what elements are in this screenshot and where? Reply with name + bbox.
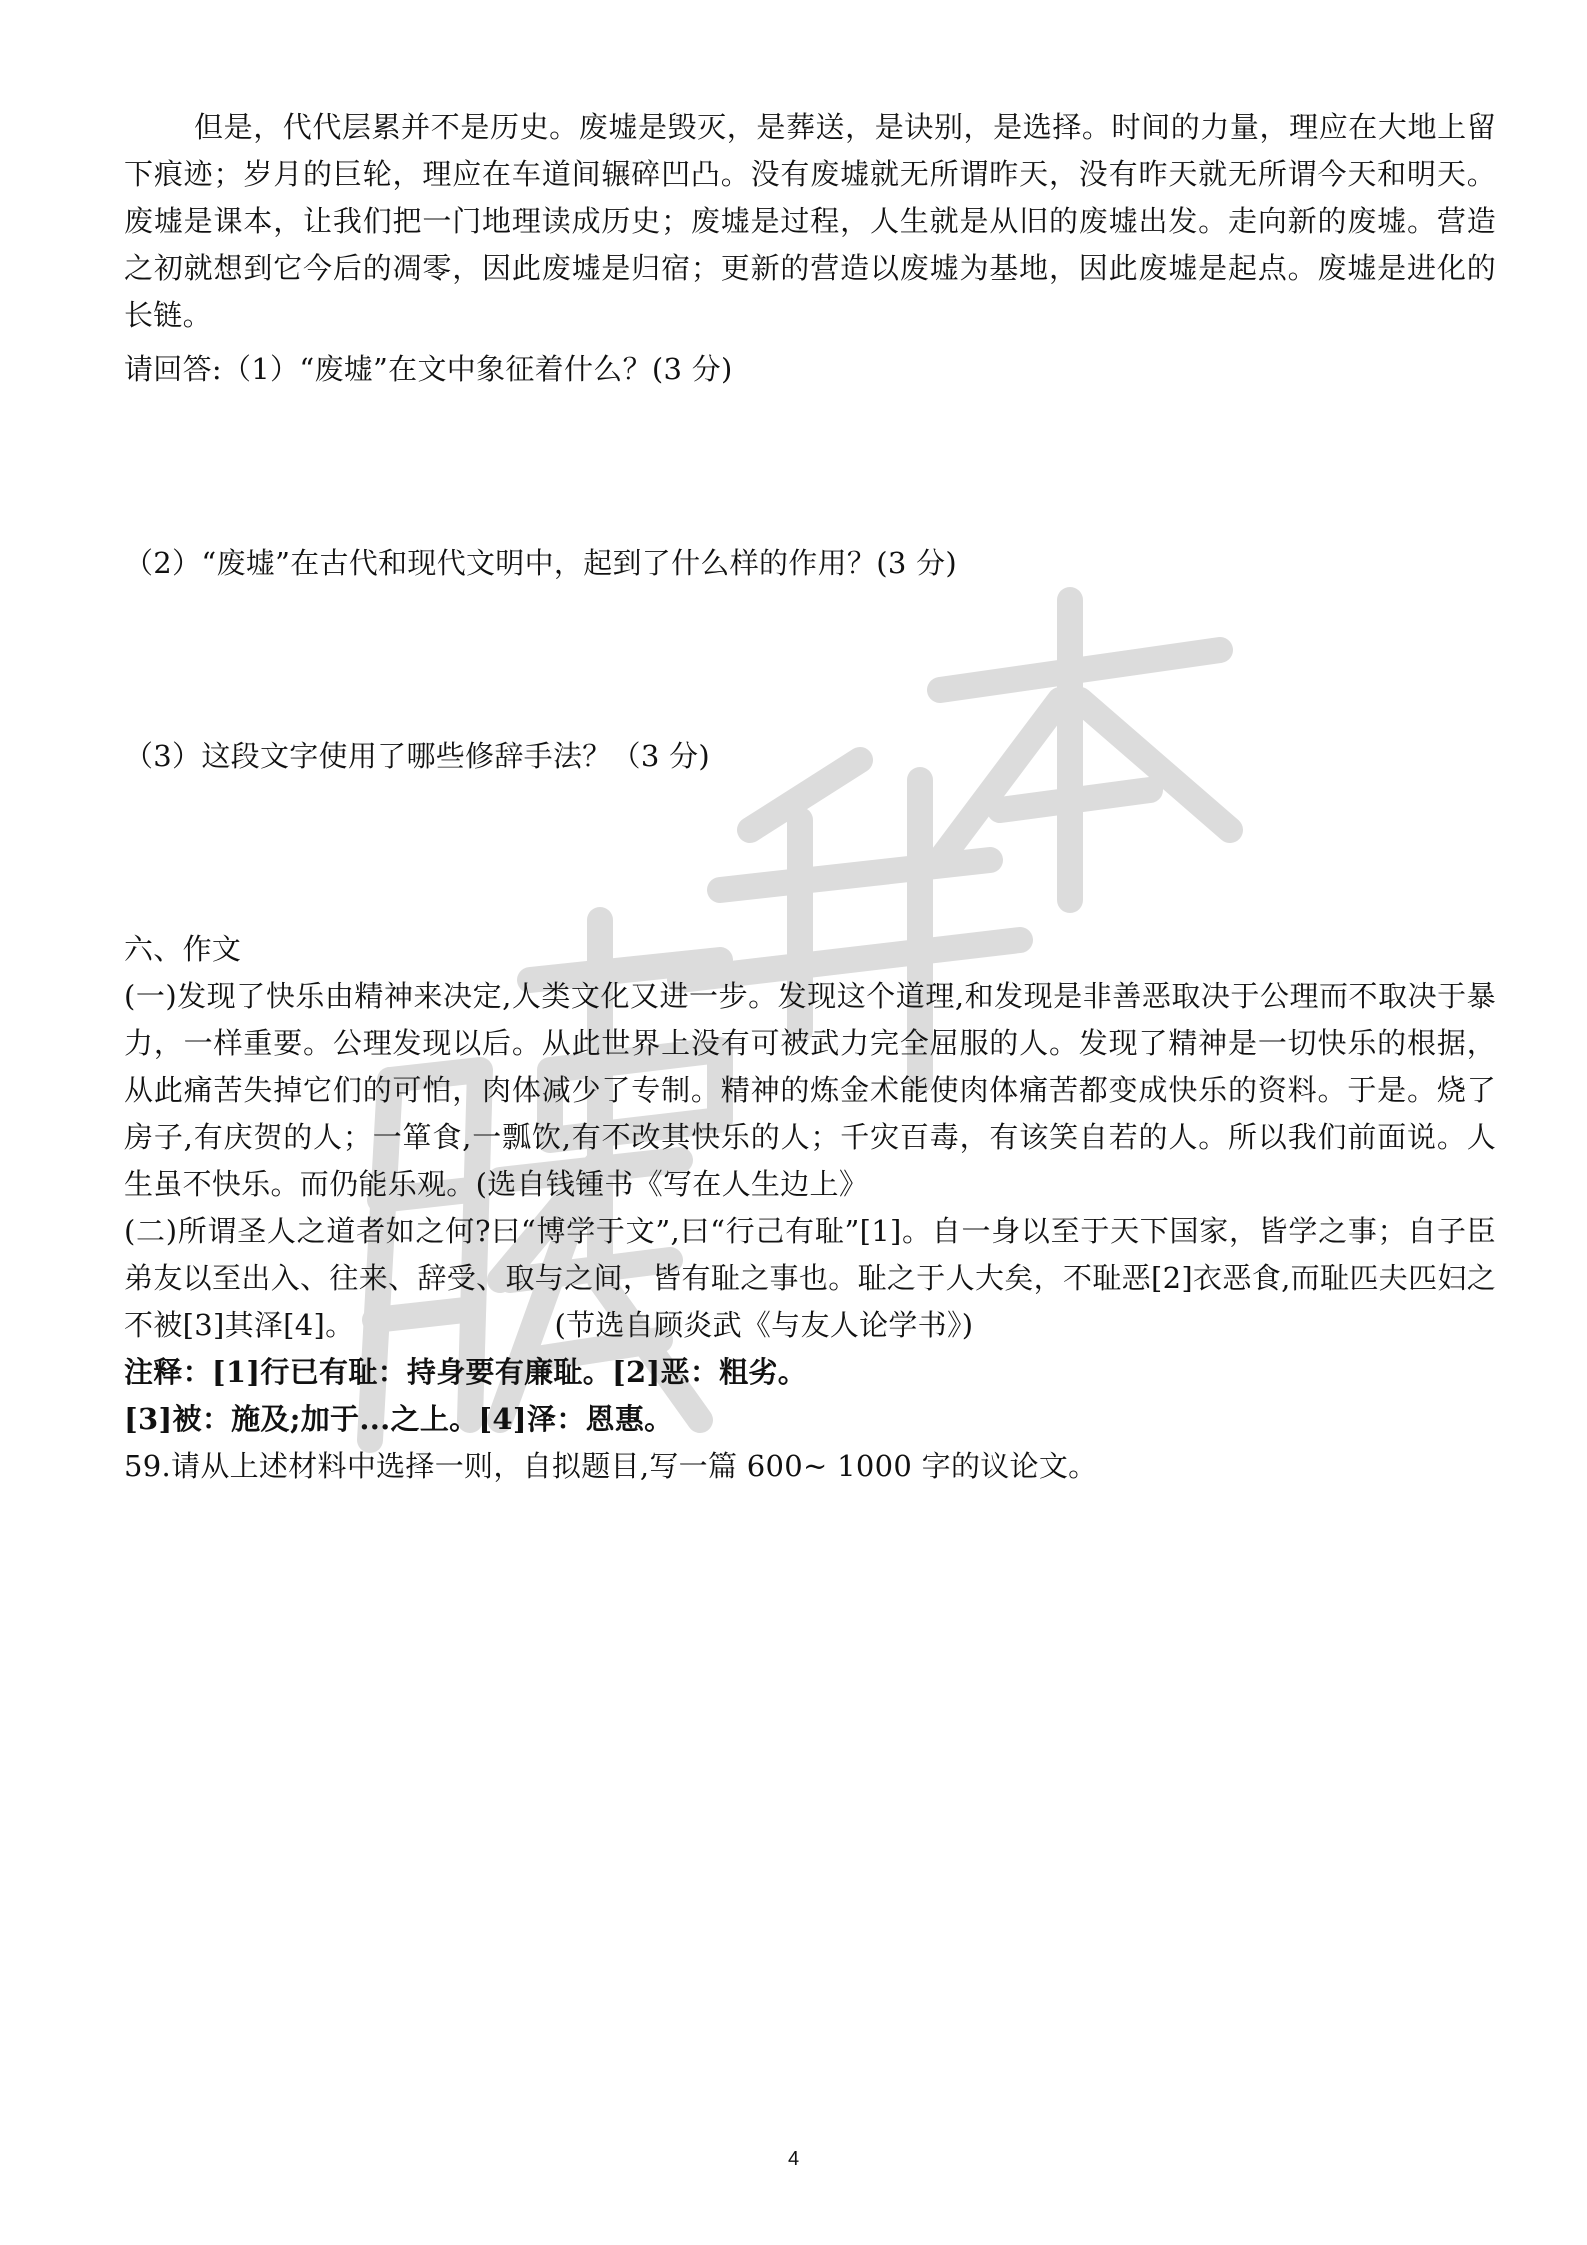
essay-material-2 — [124, 1208, 1496, 1349]
essay-note-1: 注释：[1]行已有耻：持身要有廉耻。[2]恶：粗劣。 — [124, 1355, 808, 1389]
essay-heading: 六、作文 — [124, 932, 242, 966]
essay-section — [124, 926, 1496, 1490]
question-2-text: （2）“废墟”在古代和现代文明中，起到了什么样的作用？(3 分) — [124, 546, 957, 580]
question-1 — [124, 346, 1496, 393]
question-3 — [124, 733, 1496, 780]
passage-section — [124, 104, 1496, 339]
essay-material-2-text: (二)所谓圣人之道者如之何?曰“博学于文”,曰“行己有耻”[1]。自一身以至于天下国家，皆学之事；自子臣弟友以至出入、往来、辞受、取与之间，皆有耻之事也。耻之于人大矣，不耻恶[2]衣恶食,而耻匹夫匹妇之不被[3]其泽[4]。 — [124, 1214, 1496, 1342]
essay-note-2: [3]被：施及;加于...之上。[4]泽：恩惠。 — [124, 1402, 674, 1436]
passage-paragraph: 但是，代代层累并不是历史。废墟是毁灭，是葬送，是诀别，是选择。时间的力量，理应在大地上留下痕迹；岁月的巨轮，理应在车道间辗碎凹凸。没有废墟就无所谓昨天，没有昨天就无所谓今天和明天。废墟是课本，让我们把一门地理读成历史；废墟是过程，人生就是从旧的废墟出发。走向新的废墟。营造之初就想到它今后的凋零，因此废墟是归宿；更新的营造以废墟为基地，因此废墟是起点。废墟是进化的长链。 — [124, 110, 1496, 332]
essay-prompt: 59.请从上述材料中选择一则，自拟题目,写一篇 600~ 1000 字的议论文。 — [124, 1449, 1098, 1483]
question-2 — [124, 540, 1496, 587]
question-1-text: 请回答:（1）“废墟”在文中象征着什么？(3 分) — [124, 352, 733, 386]
essay-material-1: (一)发现了快乐由精神来决定,人类文化又进一步。发现这个道理,和发现是非善恶取决于公理而不取决于暴力，一样重要。公理发现以后。从此世界上没有可被武力完全屈服的人。发现了精神是一切快乐的根据，从此痛苦失掉它们的可怕，肉体减少了专制。精神的炼金术能使肉体痛苦都变成快乐的资料。于是。烧了房子,有庆贺的人；一箪食,一瓢饮,有不改其快乐的人；千灾百毒，有该笑自若的人。所以我们前面说。人生虽不快乐。而仍能乐观。(选自钱锺书《写在人生边上》 — [124, 979, 1496, 1201]
question-3-text: （3）这段文字使用了哪些修辞手法？（3 分) — [124, 739, 711, 773]
essay-material-2-source: (节选自顾炎武《与友人论学书》) — [554, 1308, 974, 1342]
page-number: 4 — [787, 2148, 800, 2170]
